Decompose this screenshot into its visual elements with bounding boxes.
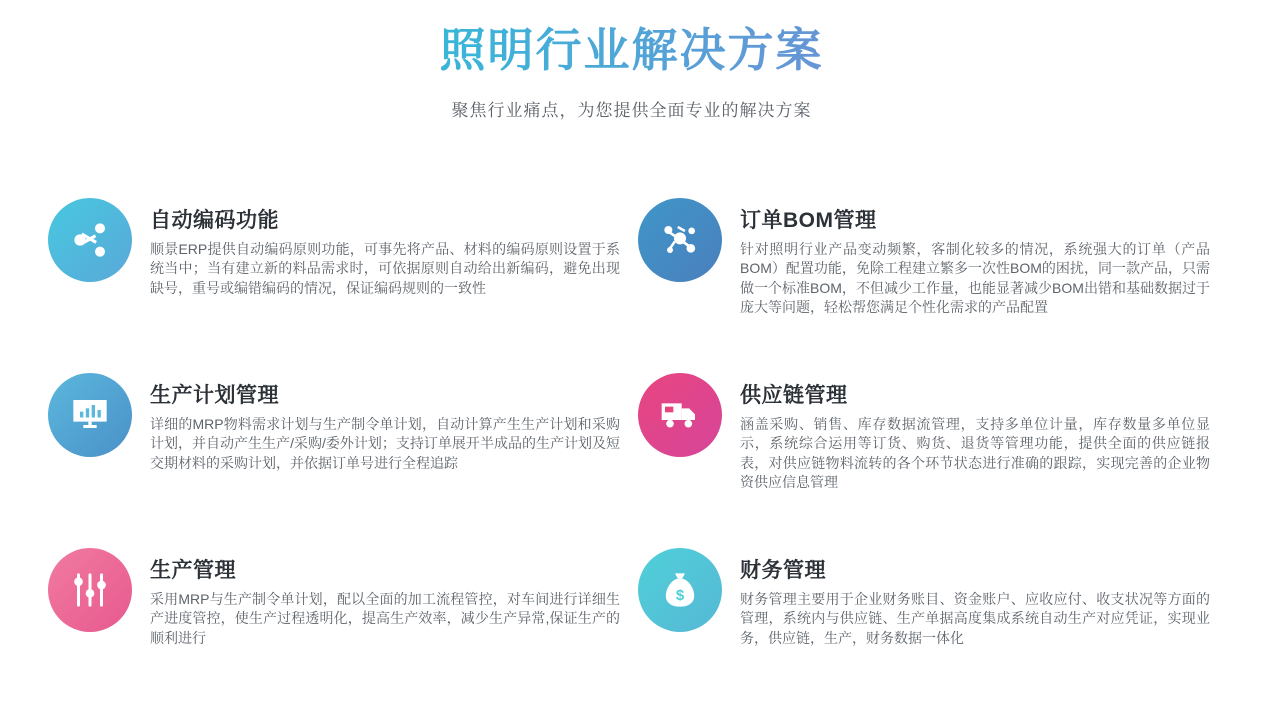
feature-card-finance[interactable] <box>638 546 1228 721</box>
feature-description: 针对照明行业产品变动频繁，客制化较多的情况，系统强大的订单（产品BOM）配置功能，免除工程建立繁多一次性BOM的困扰，同一款产品，只需做一个标准BOM，不但减少工作量，也能显著减少BOM出错和基础数据过于庞大等问题，轻松帮您满足个性化需求的产品配置 <box>740 241 1210 315</box>
feature-card-supply-chain[interactable] <box>638 371 1228 546</box>
svg-text:$: $ <box>675 587 685 604</box>
molecule-icon <box>638 198 722 282</box>
feature-title: 生产计划管理 <box>150 384 279 407</box>
feature-description: 采用MRP与生产制令单计划，配以全面的加工流程管控，对车间进行详细生产进度管控，使生产过程透明化，提高生产效率，减少生产异常,保证生产的顺利进行 <box>150 591 620 646</box>
monitor-chart-icon <box>48 373 132 457</box>
feature-grid <box>48 196 1228 721</box>
share-nodes-icon <box>48 198 132 282</box>
feature-text <box>150 196 620 298</box>
feature-card-production-plan[interactable] <box>48 371 638 546</box>
sliders-icon <box>48 548 132 632</box>
feature-text <box>740 196 1210 317</box>
feature-text <box>150 371 620 473</box>
feature-card-auto-coding[interactable] <box>48 196 638 371</box>
feature-title: 财务管理 <box>740 559 826 582</box>
header <box>0 0 1263 121</box>
feature-description: 财务管理主要用于企业财务账目、资金账户、应收应付、收支状况等方面的管理，系统内与供应链、生产单据高度集成系统自动生产对应凭证，实现业务，供应链，生产，财务数据一体化 <box>740 591 1210 646</box>
feature-title: 订单BOM管理 <box>740 209 877 232</box>
feature-text <box>150 546 620 648</box>
money-bag-icon <box>638 548 722 632</box>
feature-description: 涵盖采购、销售、库存数据流管理，支持多单位计量，库存数量多单位显示，系统综合运用等订货、购货、退货等管理功能，提供全面的供应链报表，对供应链物料流转的各个环节状态进行准确的跟踪，实现完善的企业物资供应信息管理 <box>740 416 1210 490</box>
feature-title: 生产管理 <box>150 559 236 582</box>
feature-description: 详细的MRP物料需求计划与生产制令单计划，自动计算产生生产计划和采购计划，并自动产生生产/采购/委外计划；支持订单展开半成品的生产计划及短交期材料的采购计划，并依据订单号进行全程追踪 <box>150 416 620 471</box>
feature-card-order-bom[interactable] <box>638 196 1228 371</box>
page-subtitle: 聚焦行业痛点，为您提供全面专业的解决方案 <box>451 100 812 120</box>
feature-card-production-mgmt[interactable] <box>48 546 638 721</box>
feature-text <box>740 546 1210 648</box>
feature-title: 供应链管理 <box>740 384 848 407</box>
feature-text <box>740 371 1210 492</box>
feature-title: 自动编码功能 <box>150 209 279 232</box>
feature-description: 顺景ERP提供自动编码原则功能，可事先将产品、材料的编码原则设置于系统当中；当有建立新的料品需求时，可依据原则自动给出新编码，避免出现缺号，重号或编错编码的情况，保证编码规则的一致性 <box>150 241 620 296</box>
delivery-truck-icon <box>638 373 722 457</box>
page-title: 照明行业解决方案 <box>0 22 1263 80</box>
